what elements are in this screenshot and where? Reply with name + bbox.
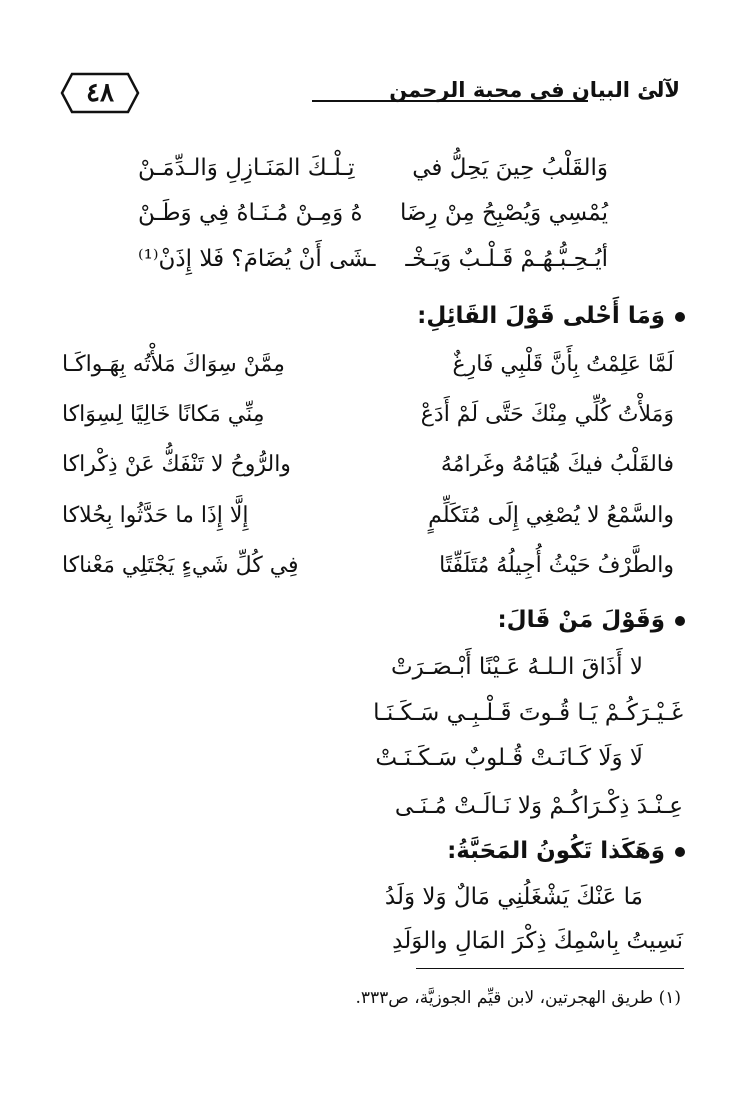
running-title: لآلئ البيان في محبة الرحمن: [389, 78, 680, 102]
bullet-icon: [675, 312, 685, 322]
hemistich-left: مِمَّنْ سِوَاكَ مَلأْتُه بِهَـواكَـا: [62, 352, 285, 377]
verse-row: [62, 503, 674, 528]
verse-row: [62, 352, 674, 377]
section-heading: [447, 838, 685, 864]
page-header: [60, 70, 680, 120]
bullet-icon: [675, 616, 685, 626]
hemistich-right: فالقَلْبُ فيكَ هُيَامُهُ وغَرامُهُ: [440, 452, 674, 477]
poem-line: غَـيْـرَكُـمْ يَـا قُـوتَ قَـلْـبِـي سَـكَـنَـا: [373, 700, 683, 726]
poem-line: لا أَذَاقَ الـلـهُ عَـيْنًا أَبْـصَـرَتْ: [391, 654, 643, 680]
hemistich-right: والطَّرْفُ حَيْثُ أُجِيلُهُ مُتَلَفِّتًا: [439, 553, 674, 578]
footnote: (١) طريق الهجرتين، لابن قيِّم الجوزيَّة، ص٣٣٣.: [355, 988, 681, 1008]
hemistich-left: فِي كُلِّ شَيءٍ يَجْتَلِي مَعْناكا: [62, 553, 299, 578]
hemistich-left: إِلَّا إِذَا ما حَدَّثُوا بِحُلاكا: [62, 503, 249, 528]
footnote-rule: [416, 968, 684, 969]
hemistich-left: هُ وَمِـنْ مُـنَـاهُ فِي وَطَـنْ: [138, 200, 363, 226]
hemistich-left: والرُّوحُ لا تَنْفَكُّ عَنْ ذِكْراكا: [62, 452, 291, 477]
heading-text: وَقَوْلَ مَنْ قَالَ:: [497, 607, 665, 633]
verse-row: [62, 553, 674, 578]
verse-row: [138, 246, 608, 272]
heading-text: وَهَكَذا تَكُونُ المَحَبَّةُ:: [447, 838, 665, 864]
verse-row: [138, 155, 608, 181]
hemistich-right: يُمْسِي وَيُصْبِحُ مِنْ رِضَا: [399, 200, 608, 226]
verse-row: [62, 452, 674, 477]
hemistich-right: وَالقَلْبُ حِينَ يَحِلُّ في: [412, 155, 608, 181]
hemistich-right: وَمَلأْتُ كُلِّي مِنْكَ حَتَّى لَمْ أَدَعْ: [420, 402, 674, 427]
section-heading: [497, 607, 685, 633]
poem-line: عِـنْـدَ ذِكْـرَاكُـمْ وَلا نَـالَـتْ مُـنَـى: [394, 793, 683, 819]
heading-text: وَمَا أَحْلى قَوْلَ القَائِلِ:: [417, 303, 665, 329]
bullet-icon: [675, 847, 685, 857]
verse-row: [62, 402, 674, 427]
section-heading: [417, 303, 685, 329]
hemistich-left: مِنِّي مَكانًا خَالِيًا لِسِوَاكا: [62, 402, 265, 427]
poem-line: لَا وَلَا كَـانَـتْ قُـلوبٌ سَـكَـنَـتْ: [375, 745, 643, 771]
hemistich-right: والسَّمْعُ لا يُصْغِي إِلَى مُتَكَلِّمٍ: [428, 503, 674, 528]
hemistich-right: لَمَّا عَلِمْتُ بِأَنَّ قَلْبِي فَارِغٌ: [452, 352, 674, 377]
hemistich-right: أيُـحِـبُّـهُـمْ قَـلْـبٌ وَيَـخْـ: [405, 246, 608, 272]
hemistich-left: تِـلْـكَ المَنَـازِلِ وَالـدِّمَـنْ: [138, 155, 355, 181]
poem-line: نَسِيتُ بِاسْمِكَ ذِكْرَ المَالِ والوَلَدِ: [392, 928, 683, 954]
verse-row: [138, 200, 608, 226]
hemistich-left: ـشَى أَنْ يُضَامَ؟ فَلا إِذَنْ⁽¹⁾: [138, 246, 376, 272]
page-number: ٤٨: [86, 78, 114, 108]
poem-line: مَا عَنْكَ يَشْغَلُنِي مَالٌ وَلا وَلَدُ: [384, 884, 643, 910]
page-number-badge: [60, 70, 140, 116]
